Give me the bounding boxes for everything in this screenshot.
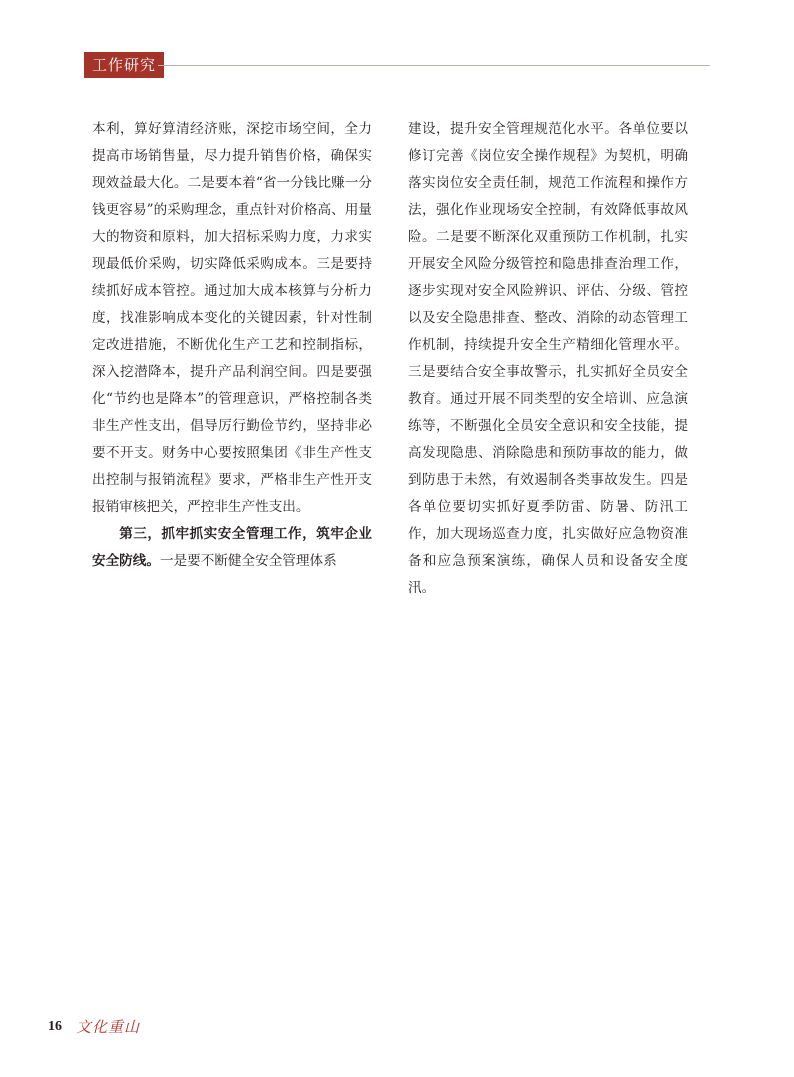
page-number: 16 xyxy=(48,1018,62,1034)
page-footer xyxy=(48,1016,140,1037)
right-column xyxy=(408,116,688,602)
brand-logo: 文化重山 xyxy=(76,1018,141,1036)
right-paragraph-1: 建设，提升安全管理规范化水平。各单位要以修订完善《岗位安全操作规程》为契机，明确落实岗位安全责任制，规范工作流程和操作方法，强化作业现场安全控制，有效降低事故风险。二是要不断深化双重预防工作机制，扎实开展安全风险分级管控和隐患排查治理工作，逐步实现对安全风险辨识、评估、分级、管控以及安全隐患排查、整改、消除的动态管理工作机制，持续提升安全生产精细化管理水平。三是要结合安全事故警示，扎实抓好全员安全教育。通过开展不同类型的安全培训、应急演练等，不断强化全员安全意识和安全技能，提高发现隐患、消除隐患和预防事故的能力，做到防患于未然，有效遏制各类事故发生。四是各单位要切实抓好夏季防雷、防暑、防汛工作，加大现场巡查力度，扎实做好应急物资准备和应急预案演练，确保人员和设备安全度汛。 xyxy=(408,121,688,596)
header-rule xyxy=(158,65,710,66)
left-paragraph-1: 本利，算好算清经济账，深挖市场空间，全力提高市场销售量，尽力提升销售价格，确保实现效益最大化。二是要本着“省一分钱比赚一分钱更容易”的采购理念，重点针对价格高、用量大的物资和原料，加大招标采购力度，力求实现最低价采购，切实降低采购成本。三是要持续抓好成本管控。通过加大成本核算与分析力度，找准影响成本变化的关键因素，针对性制定改进措施，不断优化生产工艺和控制指标，深入挖潜降本，提升产品利润空间。四是要强化“节约也是降本”的管理意识，严格控制各类非生产性支出，倡导厉行勤俭节约，坚持非必要不开支。财务中心要按照集团《非生产性支出控制与报销流程》要求，严格非生产性开支报销审核把关，严控非生产性支出。 xyxy=(92,121,372,515)
paragraph-text: 一是要不断健全安全管理体系 xyxy=(159,553,337,569)
left-column xyxy=(92,116,372,575)
section-tag: 工作研究 xyxy=(84,52,164,78)
paragraph-heading: 第三，抓牢抓实安全管理工作，筑牢企业安全防线。 xyxy=(92,526,372,569)
left-paragraph-2 xyxy=(92,521,372,575)
